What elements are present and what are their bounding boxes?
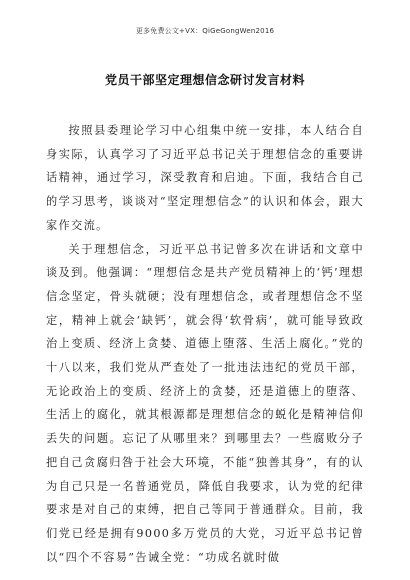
paragraph: 按照县委理论学习中心组集中统一安排，本人结合自身实际，认真学习了习近平总书记关于理想信念的重要讲话精神，通过学习，深受教育和启迪。下面，我结合自己的学习思考，谈谈对“坚定理想信念”的认识和体会，跟大家作交流。 bbox=[46, 124, 364, 232]
document-body bbox=[46, 119, 364, 569]
header-note: 更多免费公文+VX：QiGeGongWen2016 bbox=[135, 27, 275, 35]
paragraph: 关于理想信念，习近平总书记曾多次在讲话和文章中谈及到。他强调：“理想信念是共产党员精神上的‘钙’理想信念坚定，骨头就硬；没有理想信念，或者理想信念不坚定，精神上就会‘缺钙’，就会得‘软骨病’，就可能导致政治上变质、经济上贪婪、道德上堕落、生活上腐化。”党的十八以来，我们党从严查处了一批违法违纪的党员干部，无论政治上的变质、经济上的贪婪，还是道德上的堕落、生活上的腐化，就其根源都是理想信念的蜕化是精神信仰丢失的问题。忘记了从哪里来？到哪里去？一些腐败分子把自己贪腐归咎于社会大环境，不能“独善其身”，有的认为自己只是一名普通党员，降低自我要求，认为党的纪律要求是对自己的束缚，把自己等同于普通群众。目前，我们党已经是拥有9000多万党员的大党，习近平总书记曾以“四个不容易”告诫全党：“功成名就时做 bbox=[46, 242, 364, 564]
document-title: 党员干部坚定理想信念研讨发言材料 bbox=[104, 73, 305, 87]
